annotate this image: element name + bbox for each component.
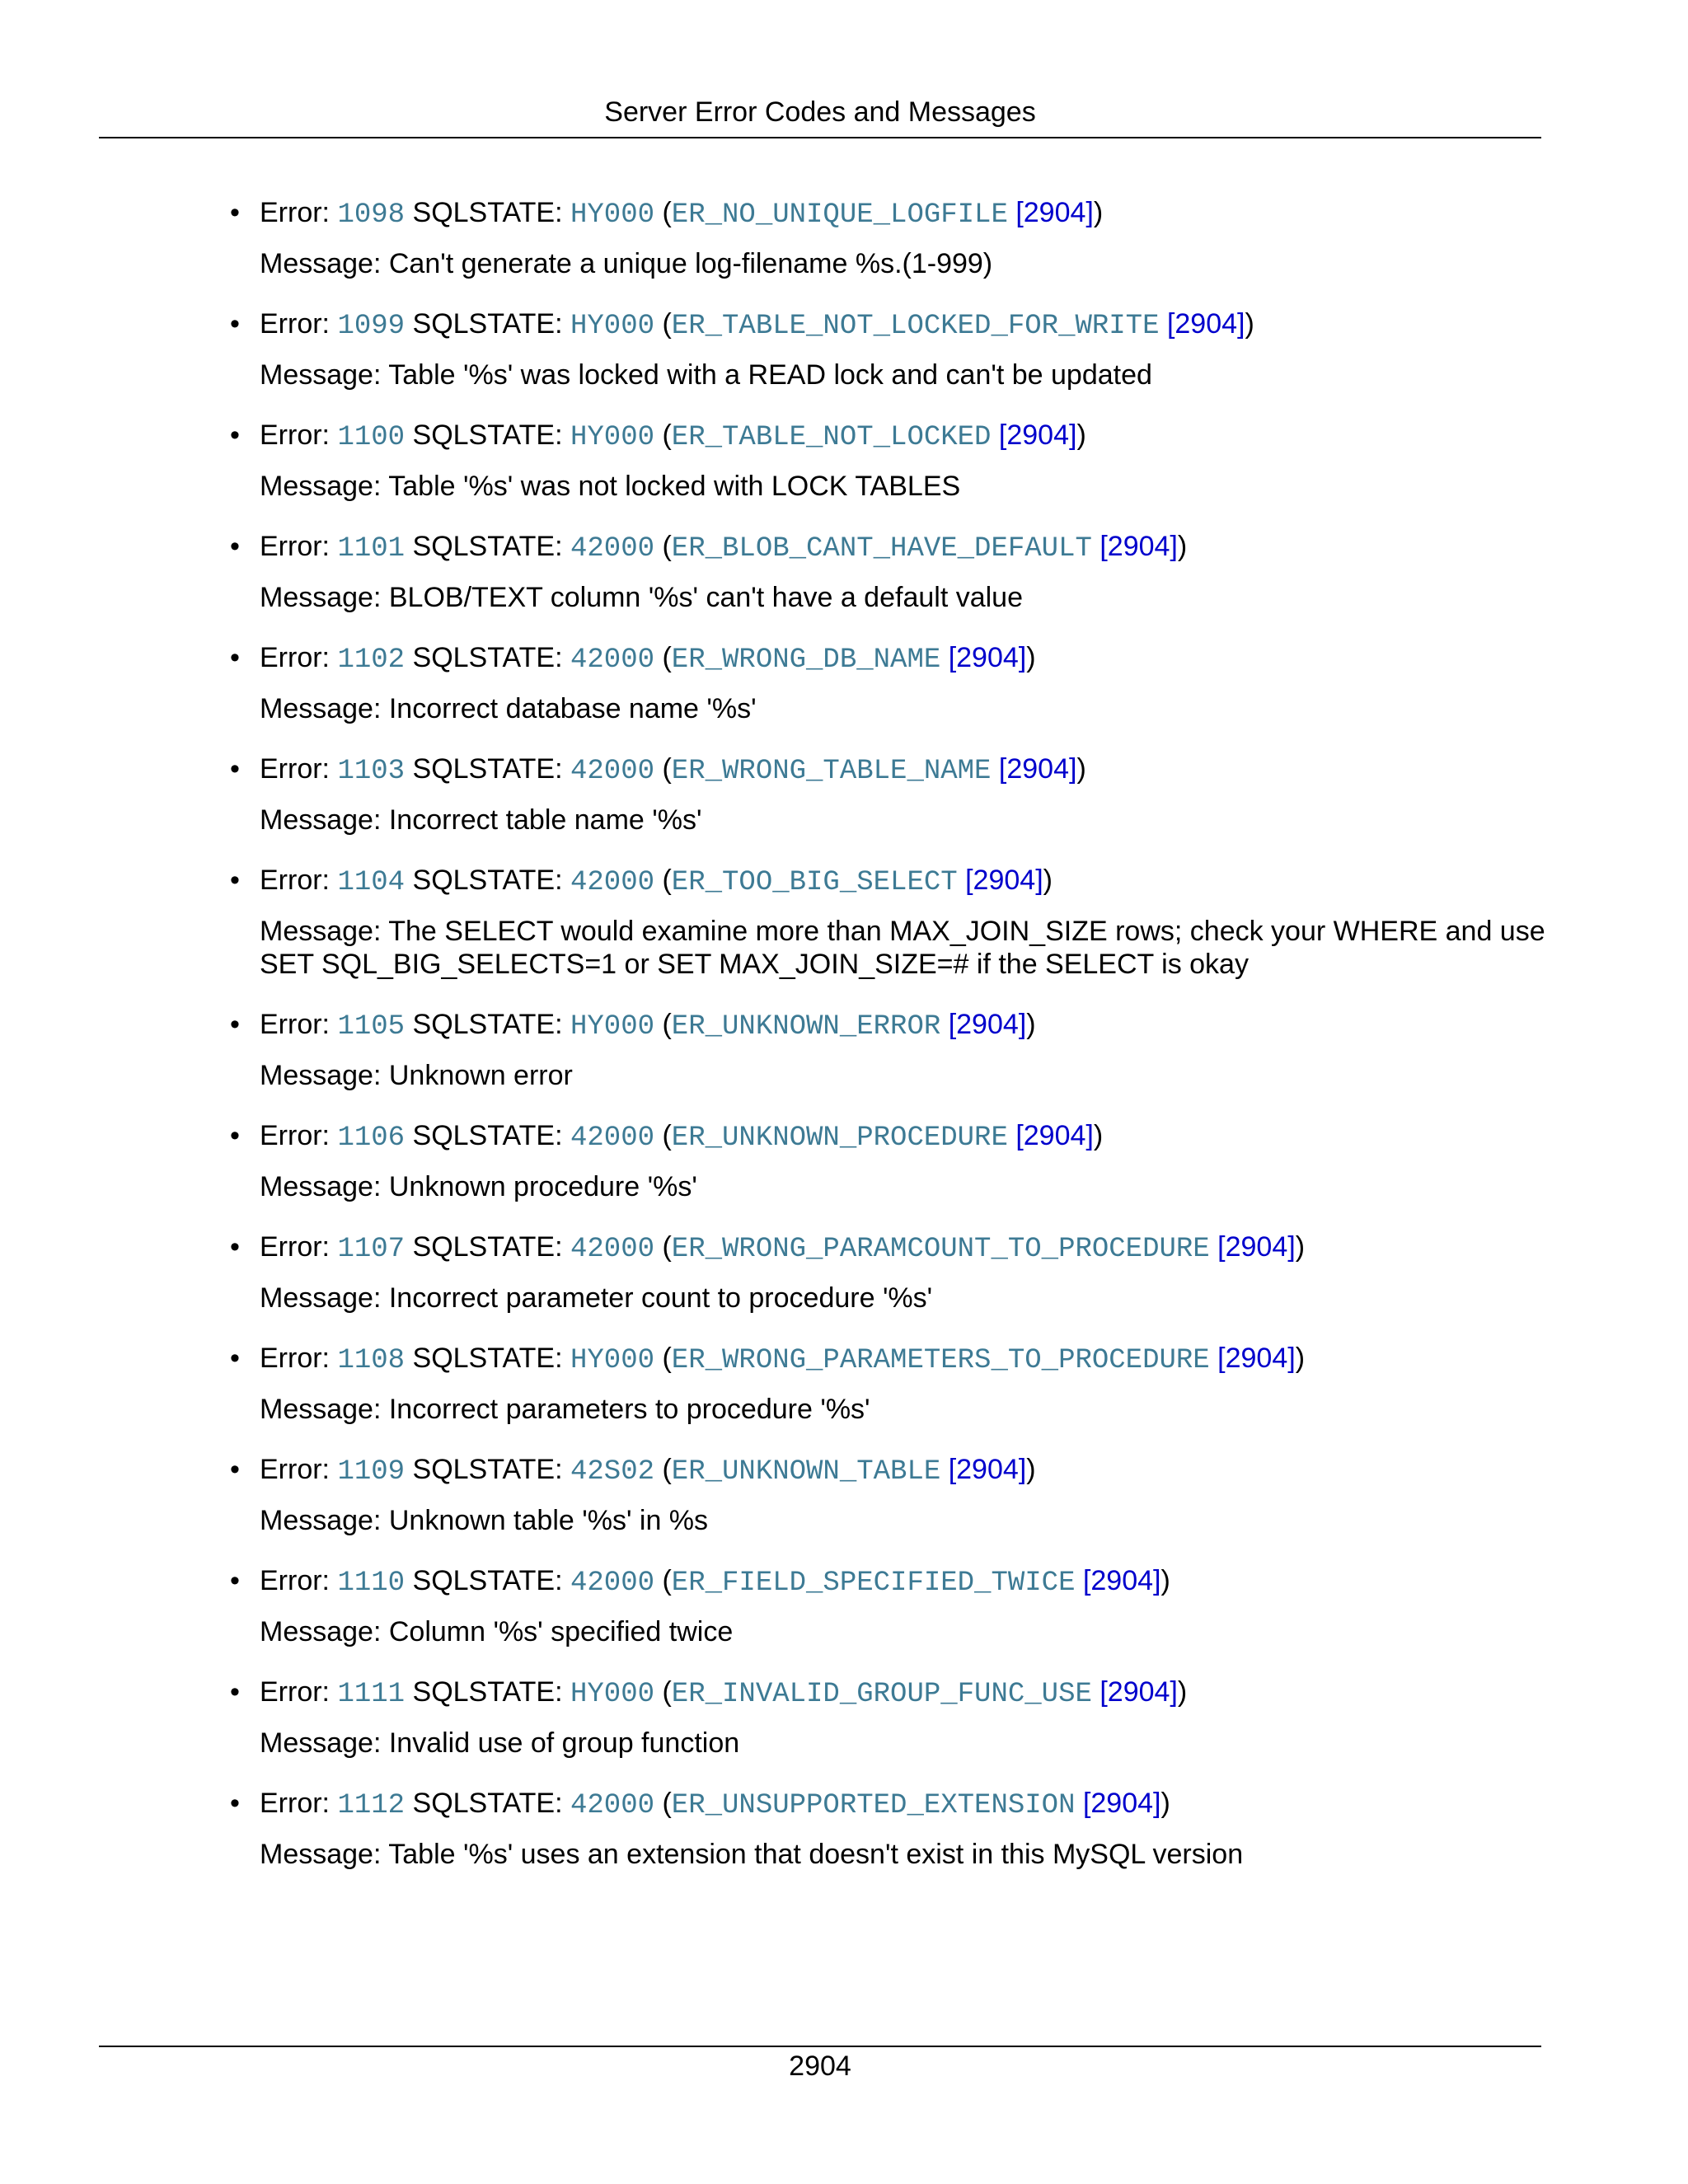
error-message bbox=[0, 359, 1688, 391]
error-symbol: ER_TABLE_NOT_LOCKED bbox=[671, 422, 992, 453]
error-symbol: ER_WRONG_DB_NAME bbox=[671, 644, 941, 676]
message-label: Message: bbox=[260, 1505, 389, 1536]
symbol-ref-spacer bbox=[940, 1009, 948, 1040]
open-paren: ( bbox=[654, 1676, 672, 1708]
message-label: Message: bbox=[260, 693, 389, 724]
page-reference-link[interactable]: [2904] bbox=[1217, 1343, 1296, 1374]
close-paren: ) bbox=[1093, 197, 1104, 228]
error-entry-heading bbox=[0, 525, 1688, 568]
sqlstate-value: 42000 bbox=[570, 533, 655, 565]
error-label: Error: bbox=[260, 531, 338, 562]
error-entry bbox=[0, 1337, 1688, 1426]
sqlstate-label: SQLSTATE: bbox=[405, 1788, 570, 1819]
error-symbol: ER_WRONG_TABLE_NAME bbox=[671, 756, 992, 787]
sqlstate-value: HY000 bbox=[570, 199, 655, 231]
message-label: Message: bbox=[260, 1282, 389, 1314]
message-text: BLOB/TEXT column '%s' can't have a default value bbox=[388, 582, 1023, 613]
error-entry-heading bbox=[0, 748, 1688, 790]
error-message bbox=[0, 692, 1688, 725]
open-paren: ( bbox=[654, 197, 672, 228]
bullet-icon: • bbox=[230, 1565, 240, 1596]
error-label: Error: bbox=[260, 1788, 338, 1819]
message-text: The SELECT would examine more than MAX_JOIN_SIZE rows; check your WHERE and use SET SQL_BIG_SELECTS=1 or SET MAX_JOIN_SIZE=# if the SELECT is okay bbox=[260, 916, 1545, 980]
sqlstate-label: SQLSTATE: bbox=[405, 1009, 570, 1040]
page-reference-link[interactable]: [2904] bbox=[948, 1009, 1027, 1040]
message-label: Message: bbox=[260, 1616, 389, 1647]
sqlstate-value: 42000 bbox=[570, 867, 655, 898]
bullet-icon: • bbox=[230, 642, 240, 673]
error-label: Error: bbox=[260, 1343, 338, 1374]
sqlstate-label: SQLSTATE: bbox=[405, 1231, 570, 1263]
error-entry-heading bbox=[0, 302, 1688, 345]
page-reference-link[interactable]: [2904] bbox=[965, 865, 1043, 896]
sqlstate-value: 42S02 bbox=[570, 1456, 655, 1488]
message-text: Unknown error bbox=[388, 1060, 573, 1091]
page-reference-link[interactable]: [2904] bbox=[998, 753, 1077, 785]
error-code-list bbox=[0, 191, 1688, 1893]
sqlstate-label: SQLSTATE: bbox=[405, 1120, 570, 1151]
close-paren: ) bbox=[1160, 1565, 1170, 1596]
open-paren: ( bbox=[654, 1120, 672, 1151]
page-reference-link[interactable]: [2904] bbox=[1166, 308, 1245, 340]
error-code: 1098 bbox=[337, 199, 406, 231]
error-message bbox=[0, 1059, 1688, 1092]
message-text: Incorrect database name '%s' bbox=[388, 693, 757, 724]
page-reference-link[interactable]: [2904] bbox=[1015, 197, 1094, 228]
error-symbol: ER_UNSUPPORTED_EXTENSION bbox=[671, 1790, 1076, 1821]
message-label: Message: bbox=[260, 1839, 389, 1870]
error-code: 1111 bbox=[337, 1679, 406, 1710]
error-entry-heading bbox=[0, 1114, 1688, 1157]
error-label: Error: bbox=[260, 1120, 338, 1151]
bullet-icon: • bbox=[230, 1788, 240, 1819]
page-number: 2904 bbox=[789, 2050, 851, 2082]
error-label: Error: bbox=[260, 1676, 338, 1708]
open-paren: ( bbox=[654, 1231, 672, 1263]
page-reference-link[interactable]: [2904] bbox=[1217, 1231, 1296, 1263]
error-message bbox=[0, 1504, 1688, 1537]
message-label: Message: bbox=[260, 1394, 389, 1425]
message-text: Incorrect table name '%s' bbox=[388, 804, 702, 836]
error-entry bbox=[0, 525, 1688, 614]
error-code: 1101 bbox=[337, 533, 406, 565]
error-message bbox=[0, 804, 1688, 837]
error-symbol: ER_UNKNOWN_PROCEDURE bbox=[671, 1122, 1008, 1154]
sqlstate-label: SQLSTATE: bbox=[405, 308, 570, 340]
error-message bbox=[0, 581, 1688, 614]
error-symbol: ER_WRONG_PARAMCOUNT_TO_PROCEDURE bbox=[671, 1234, 1210, 1265]
error-entry bbox=[0, 414, 1688, 503]
bullet-icon: • bbox=[230, 753, 240, 785]
error-entry-heading bbox=[0, 1671, 1688, 1713]
close-paren: ) bbox=[1043, 865, 1053, 896]
error-entry-heading bbox=[0, 191, 1688, 234]
sqlstate-value: HY000 bbox=[570, 1679, 655, 1710]
error-code: 1110 bbox=[337, 1568, 406, 1599]
symbol-ref-spacer bbox=[1075, 1788, 1082, 1819]
symbol-ref-spacer bbox=[991, 753, 998, 785]
error-entry-heading bbox=[0, 414, 1688, 457]
error-message bbox=[0, 247, 1688, 280]
sqlstate-label: SQLSTATE: bbox=[405, 1676, 570, 1708]
bullet-icon: • bbox=[230, 1120, 240, 1151]
bullet-icon: • bbox=[230, 197, 240, 228]
sqlstate-value: 42000 bbox=[570, 1790, 655, 1821]
error-symbol: ER_UNKNOWN_ERROR bbox=[671, 1011, 941, 1043]
close-paren: ) bbox=[1026, 1009, 1036, 1040]
error-code: 1107 bbox=[337, 1234, 406, 1265]
sqlstate-label: SQLSTATE: bbox=[405, 753, 570, 785]
symbol-ref-spacer bbox=[958, 865, 965, 896]
symbol-ref-spacer bbox=[1160, 308, 1167, 340]
message-label: Message: bbox=[260, 1060, 389, 1091]
open-paren: ( bbox=[654, 1343, 672, 1374]
error-label: Error: bbox=[260, 1454, 338, 1485]
error-entry bbox=[0, 1114, 1688, 1203]
error-message bbox=[0, 1727, 1688, 1760]
page-reference-link[interactable]: [2904] bbox=[948, 642, 1027, 673]
error-label: Error: bbox=[260, 1231, 338, 1263]
error-symbol: ER_TABLE_NOT_LOCKED_FOR_WRITE bbox=[671, 311, 1160, 342]
open-paren: ( bbox=[654, 308, 672, 340]
header-divider bbox=[99, 137, 1541, 138]
error-message bbox=[0, 470, 1688, 503]
error-label: Error: bbox=[260, 419, 338, 451]
error-symbol: ER_FIELD_SPECIFIED_TWICE bbox=[671, 1568, 1076, 1599]
symbol-ref-spacer bbox=[991, 419, 998, 451]
error-symbol: ER_BLOB_CANT_HAVE_DEFAULT bbox=[671, 533, 1092, 565]
error-entry bbox=[0, 1782, 1688, 1871]
message-text: Incorrect parameter count to procedure '%s' bbox=[388, 1282, 933, 1314]
message-label: Message: bbox=[260, 248, 389, 279]
page-reference-link[interactable]: [2904] bbox=[948, 1454, 1027, 1485]
error-label: Error: bbox=[260, 753, 338, 785]
error-message bbox=[0, 1615, 1688, 1648]
message-text: Unknown procedure '%s' bbox=[388, 1171, 697, 1202]
message-text: Table '%s' was not locked with LOCK TABLES bbox=[388, 471, 961, 502]
error-entry-heading bbox=[0, 636, 1688, 679]
close-paren: ) bbox=[1026, 642, 1036, 673]
bullet-icon: • bbox=[230, 1231, 240, 1263]
message-text: Table '%s' uses an extension that doesn't exist in this MySQL version bbox=[388, 1839, 1244, 1870]
open-paren: ( bbox=[654, 531, 672, 562]
close-paren: ) bbox=[1177, 531, 1188, 562]
close-paren: ) bbox=[1177, 1676, 1188, 1708]
error-message bbox=[0, 1282, 1688, 1315]
sqlstate-label: SQLSTATE: bbox=[405, 865, 570, 896]
error-code: 1109 bbox=[337, 1456, 406, 1488]
error-entry bbox=[0, 191, 1688, 280]
sqlstate-label: SQLSTATE: bbox=[405, 419, 570, 451]
symbol-ref-spacer bbox=[1210, 1343, 1217, 1374]
symbol-ref-spacer bbox=[1092, 531, 1100, 562]
message-text: Incorrect parameters to procedure '%s' bbox=[388, 1394, 870, 1425]
page-reference-link[interactable]: [2904] bbox=[1100, 531, 1178, 562]
error-entry bbox=[0, 302, 1688, 391]
error-entry-heading bbox=[0, 1003, 1688, 1046]
error-code: 1106 bbox=[337, 1122, 406, 1154]
bullet-icon: • bbox=[230, 1676, 240, 1708]
bullet-icon: • bbox=[230, 531, 240, 562]
error-message bbox=[0, 1838, 1688, 1871]
error-entry bbox=[0, 748, 1688, 837]
error-label: Error: bbox=[260, 1565, 338, 1596]
error-symbol: ER_INVALID_GROUP_FUNC_USE bbox=[671, 1679, 1092, 1710]
sqlstate-value: 42000 bbox=[570, 1568, 655, 1599]
error-label: Error: bbox=[260, 308, 338, 340]
sqlstate-value: HY000 bbox=[570, 311, 655, 342]
sqlstate-label: SQLSTATE: bbox=[405, 1565, 570, 1596]
footer-divider bbox=[99, 2046, 1541, 2047]
open-paren: ( bbox=[654, 419, 672, 451]
bullet-icon: • bbox=[230, 419, 240, 451]
sqlstate-value: HY000 bbox=[570, 1345, 655, 1376]
error-label: Error: bbox=[260, 1009, 338, 1040]
page-reference-link[interactable]: [2904] bbox=[1082, 1565, 1161, 1596]
page-reference-link[interactable]: [2904] bbox=[1015, 1120, 1094, 1151]
error-entry-heading bbox=[0, 859, 1688, 902]
bullet-icon: • bbox=[230, 865, 240, 896]
error-code: 1100 bbox=[337, 422, 406, 453]
close-paren: ) bbox=[1076, 753, 1086, 785]
error-entry-heading bbox=[0, 1559, 1688, 1602]
error-entry bbox=[0, 1671, 1688, 1760]
message-label: Message: bbox=[260, 916, 389, 947]
error-message bbox=[0, 1393, 1688, 1426]
bullet-icon: • bbox=[230, 1343, 240, 1374]
error-label: Error: bbox=[260, 197, 338, 228]
error-entry-heading bbox=[0, 1448, 1688, 1491]
close-paren: ) bbox=[1026, 1454, 1036, 1485]
open-paren: ( bbox=[654, 753, 672, 785]
sqlstate-value: 42000 bbox=[570, 1234, 655, 1265]
symbol-ref-spacer bbox=[1008, 197, 1015, 228]
error-symbol: ER_TOO_BIG_SELECT bbox=[671, 867, 958, 898]
sqlstate-label: SQLSTATE: bbox=[405, 1343, 570, 1374]
error-symbol: ER_WRONG_PARAMETERS_TO_PROCEDURE bbox=[671, 1345, 1210, 1376]
error-entry-heading bbox=[0, 1226, 1688, 1268]
sqlstate-value: HY000 bbox=[570, 1011, 655, 1043]
symbol-ref-spacer bbox=[1008, 1120, 1015, 1151]
message-text: Unknown table '%s' in %s bbox=[388, 1505, 709, 1536]
close-paren: ) bbox=[1245, 308, 1254, 340]
page-reference-link[interactable]: [2904] bbox=[998, 419, 1077, 451]
sqlstate-label: SQLSTATE: bbox=[405, 642, 570, 673]
error-message bbox=[0, 1170, 1688, 1203]
message-label: Message: bbox=[260, 804, 389, 836]
error-message bbox=[0, 915, 1688, 981]
symbol-ref-spacer bbox=[1075, 1565, 1082, 1596]
message-text: Column '%s' specified twice bbox=[388, 1616, 734, 1647]
bullet-icon: • bbox=[230, 1454, 240, 1485]
error-code: 1112 bbox=[337, 1790, 406, 1821]
sqlstate-value: 42000 bbox=[570, 644, 655, 676]
message-label: Message: bbox=[260, 359, 389, 391]
page-reference-link[interactable]: [2904] bbox=[1082, 1788, 1161, 1819]
symbol-ref-spacer bbox=[940, 642, 948, 673]
message-label: Message: bbox=[260, 471, 389, 502]
sqlstate-value: HY000 bbox=[570, 422, 655, 453]
error-entry-heading bbox=[0, 1337, 1688, 1380]
close-paren: ) bbox=[1295, 1343, 1306, 1374]
error-label: Error: bbox=[260, 642, 338, 673]
message-text: Can't generate a unique log-filename %s.(1-999) bbox=[388, 248, 993, 279]
close-paren: ) bbox=[1076, 419, 1086, 451]
error-code: 1099 bbox=[337, 311, 406, 342]
message-text: Invalid use of group function bbox=[388, 1727, 740, 1759]
error-label: Error: bbox=[260, 865, 338, 896]
error-entry-heading bbox=[0, 1782, 1688, 1825]
error-entry bbox=[0, 1448, 1688, 1537]
close-paren: ) bbox=[1295, 1231, 1306, 1263]
error-symbol: ER_NO_UNIQUE_LOGFILE bbox=[671, 199, 1008, 231]
error-code: 1105 bbox=[337, 1011, 406, 1043]
error-entry bbox=[0, 1226, 1688, 1315]
error-entry bbox=[0, 1559, 1688, 1648]
sqlstate-label: SQLSTATE: bbox=[405, 197, 570, 228]
open-paren: ( bbox=[654, 642, 672, 673]
open-paren: ( bbox=[654, 1565, 672, 1596]
sqlstate-value: 42000 bbox=[570, 1122, 655, 1154]
error-entry bbox=[0, 636, 1688, 725]
close-paren: ) bbox=[1160, 1788, 1170, 1819]
open-paren: ( bbox=[654, 865, 672, 896]
open-paren: ( bbox=[654, 1009, 672, 1040]
sqlstate-value: 42000 bbox=[570, 756, 655, 787]
error-code: 1104 bbox=[337, 867, 406, 898]
message-label: Message: bbox=[260, 1171, 389, 1202]
message-label: Message: bbox=[260, 582, 389, 613]
close-paren: ) bbox=[1093, 1120, 1104, 1151]
message-label: Message: bbox=[260, 1727, 389, 1759]
error-code: 1108 bbox=[337, 1345, 406, 1376]
error-entry bbox=[0, 1003, 1688, 1092]
open-paren: ( bbox=[654, 1454, 672, 1485]
page-reference-link[interactable]: [2904] bbox=[1100, 1676, 1178, 1708]
symbol-ref-spacer bbox=[940, 1454, 948, 1485]
symbol-ref-spacer bbox=[1092, 1676, 1100, 1708]
error-entry bbox=[0, 859, 1688, 981]
error-symbol: ER_UNKNOWN_TABLE bbox=[671, 1456, 941, 1488]
error-code: 1103 bbox=[337, 756, 406, 787]
bullet-icon: • bbox=[230, 308, 240, 340]
error-code: 1102 bbox=[337, 644, 406, 676]
sqlstate-label: SQLSTATE: bbox=[405, 1454, 570, 1485]
bullet-icon: • bbox=[230, 1009, 240, 1040]
sqlstate-label: SQLSTATE: bbox=[405, 531, 570, 562]
page-header-title: Server Error Codes and Messages bbox=[604, 96, 1036, 128]
message-text: Table '%s' was locked with a READ lock and can't be updated bbox=[388, 359, 1152, 391]
open-paren: ( bbox=[654, 1788, 672, 1819]
symbol-ref-spacer bbox=[1210, 1231, 1217, 1263]
